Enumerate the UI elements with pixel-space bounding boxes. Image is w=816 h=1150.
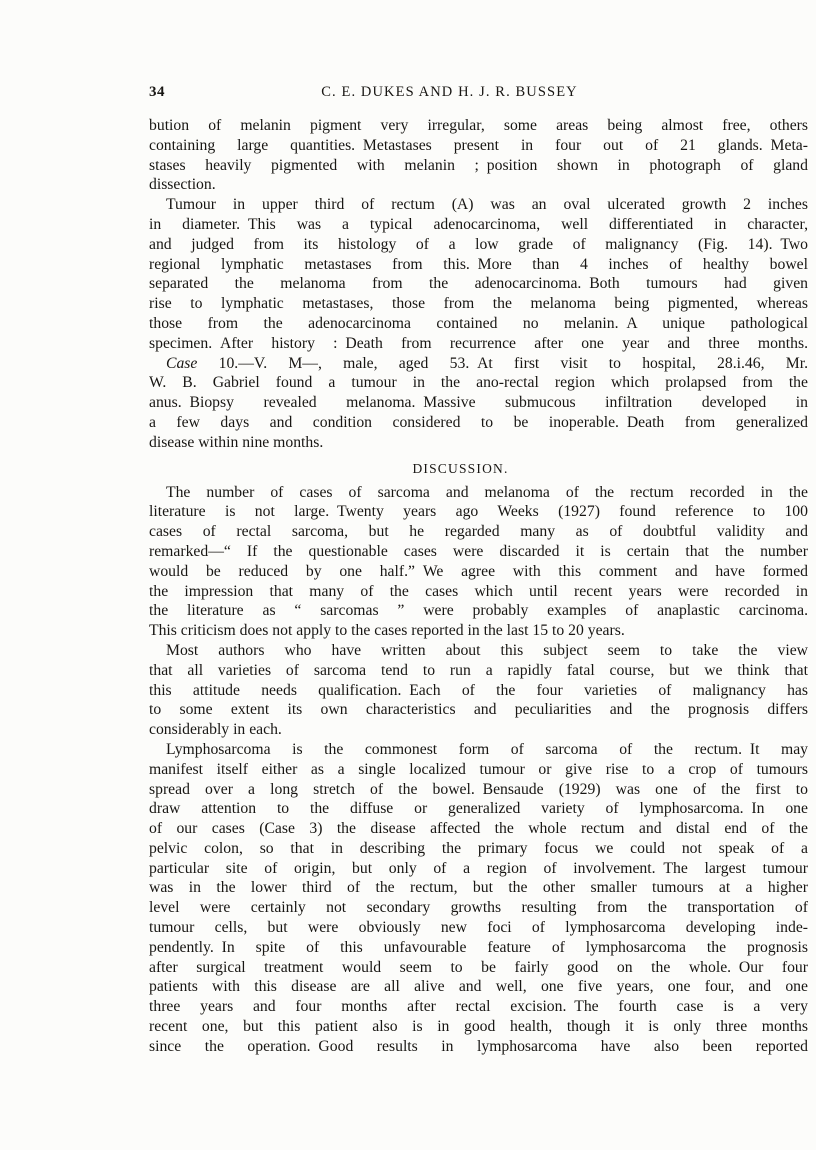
- text-line: Case 10.—V. M—, male, aged 53. At first visit to hospital, 28.i.46, Mr.: [166, 354, 808, 372]
- paragraph: [149, 641, 808, 740]
- text-line: dissection.: [149, 176, 216, 194]
- text-line: this attitude needs qualification. Each of the four varieties of malignancy has: [149, 681, 808, 699]
- text-line: Lymphosarcoma is the commonest form of sarcoma of the rectum. It may: [166, 740, 808, 758]
- running-header-authors: C. E. DUKES AND H. J. R. BUSSEY: [321, 84, 578, 100]
- text-line: in diameter. This was a typical adenocarcinoma, well differentiated in character,: [149, 215, 808, 233]
- text-line: The number of cases of sarcoma and melanoma of the rectum recorded in the: [166, 483, 808, 501]
- text-line: W. B. Gabriel found a tumour in the ano-rectal region which prolapsed from the: [149, 374, 808, 392]
- text-line: of our cases (Case 3) the disease affected the whole rectum and distal end of the: [149, 820, 808, 838]
- text-line: rise to lymphatic metastases, those from the melanoma being pigmented, whereas: [149, 295, 808, 313]
- text-line: pendently. In spite of this unfavourable feature of lymphosarcoma the prognosis: [149, 938, 808, 956]
- paragraph: [149, 483, 808, 641]
- paragraph: [149, 116, 808, 195]
- section-heading: DISCUSSION.: [412, 460, 509, 476]
- text-line: anus. Biopsy revealed melanoma. Massive submucous infiltration developed in: [149, 394, 808, 412]
- text-line: literature is not large. Twenty years ago Weeks (1927) found reference to 100: [149, 503, 808, 521]
- text-line: considerably in each.: [149, 721, 282, 739]
- text-line: This criticism does not apply to the cases reported in the last 15 to 20 years.: [149, 622, 625, 640]
- text-line: specimen. After history : Death from recurrence after one year and three months.: [149, 334, 808, 352]
- text-line: that all varieties of sarcoma tend to run a rapidly fatal course, but we think that: [149, 661, 808, 679]
- text-line: Most authors who have written about this subject seem to take the view: [166, 641, 808, 659]
- text-line: a few days and condition considered to be inoperable. Death from generalized: [149, 413, 808, 431]
- text-line: bution of melanin pigment very irregular, some areas being almost free, others: [149, 117, 808, 134]
- text-line: after surgical treatment would seem to be fairly good on the whole. Our four: [149, 958, 808, 976]
- article-body: [149, 116, 808, 1057]
- text-line: regional lymphatic metastases from this. More than 4 inches of healthy bowel: [149, 255, 808, 273]
- text-line: disease within nine months.: [149, 433, 324, 451]
- page-number: 34: [149, 84, 165, 100]
- text-line: the impression that many of the cases which until recent years were recorded in: [149, 582, 808, 600]
- text-line: since the operation. Good results in lymphosarcoma have also been reported: [149, 1037, 808, 1055]
- text-line: remarked—“ If the questionable cases were discarded it is certain that the number: [149, 542, 808, 560]
- paragraph: [149, 195, 808, 353]
- text-line: cases of rectal sarcoma, but he regarded many as of doubtful validity and: [149, 523, 808, 541]
- text-line: pelvic colon, so that in describing the primary focus we could not speak of a: [149, 839, 808, 857]
- text-line: particular site of origin, but only of a region of involvement. The largest tumour: [149, 859, 808, 877]
- text-line: was in the lower third of the rectum, but the other smaller tumours at a higher: [149, 879, 808, 897]
- text-line: three years and four months after rectal excision. The fourth case is a very: [149, 998, 808, 1016]
- text-line: recent one, but this patient also is in good health, though it is only three months: [149, 1018, 808, 1036]
- case-italic-label: Case: [166, 354, 198, 372]
- text-line: separated the melanoma from the adenocarcinoma. Both tumours had given: [149, 275, 808, 293]
- paragraph: [149, 740, 808, 1057]
- text-line: and judged from its histology of a low grade of malignancy (Fig. 14). Two: [149, 235, 808, 253]
- page-header: [149, 84, 808, 102]
- text-line: would be reduced by one half.” We agree with this comment and have formed: [149, 562, 808, 580]
- text-line: manifest itself either as a single localized tumour or give rise to a crop of tumours: [149, 760, 808, 778]
- paragraph: [149, 354, 808, 453]
- text-line: stases heavily pigmented with melanin ; position shown in photograph of gland: [149, 156, 808, 174]
- text-line: patients with this disease are all alive and well, one five years, one four, and one: [149, 978, 808, 996]
- text-line: tumour cells, but were obviously new foci of lymphosarcoma developing inde-: [149, 919, 808, 937]
- text-line: level were certainly not secondary growths resulting from the transportation of: [149, 899, 808, 917]
- text-line: containing large quantities. Metastases present in four out of 21 glands. Meta-: [149, 136, 808, 154]
- text-line: Tumour in upper third of rectum (A) was an oval ulcerated growth 2 inches: [166, 196, 808, 214]
- text-line: spread over a long stretch of the bowel. Bensaude (1929) was one of the first to: [149, 780, 808, 798]
- text-line: to some extent its own characteristics and peculiarities and the prognosis differs: [149, 701, 808, 719]
- text-line: the literature as “ sarcomas ” were probably examples of anaplastic carcinoma.: [149, 602, 808, 620]
- text-line: those from the adenocarcinoma contained no melanin. A unique pathological: [149, 314, 808, 332]
- text-line: draw attention to the diffuse or generalized variety of lymphosarcoma. In one: [149, 800, 808, 818]
